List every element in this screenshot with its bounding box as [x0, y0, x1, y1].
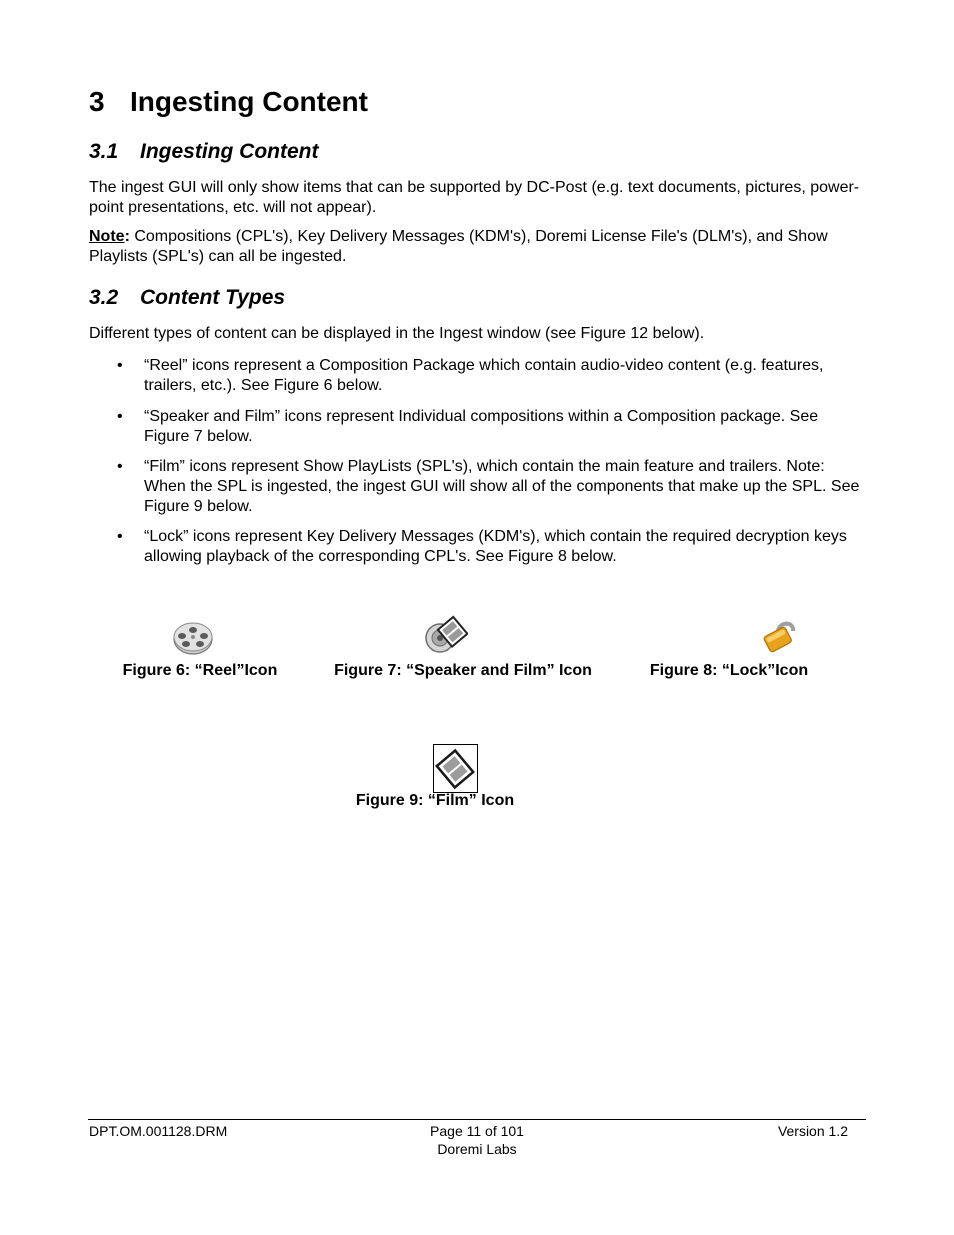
bullet-text-reel: “Reel” icons represent a Composition Package which contain audio-video content (e.g. features, trailers, etc.). See Figure 6 below. [144, 357, 824, 394]
lock-icon [760, 618, 800, 654]
section-3-2-title: Content Types [140, 286, 286, 309]
note-colon: : [124, 228, 130, 245]
note-label: Note [89, 228, 125, 245]
section-3-2-number: 3.2 [89, 286, 119, 309]
figure-6-caption: Figure 6: “Reel”Icon [122, 662, 278, 679]
footer-divider [88, 1119, 866, 1120]
reel-icon [172, 620, 214, 656]
footer-page-number: Page 11 of 101 [430, 1123, 524, 1139]
chapter-heading [89, 86, 368, 118]
figure-8-caption-wrap [634, 662, 824, 680]
note-text: Compositions (CPL's), Key Delivery Messages (KDM's), Doremi License File's (DLM's), and Show Playlists (SPL's) can all be ingested. [89, 228, 828, 265]
figure-7-caption-wrap [316, 662, 610, 680]
footer-center [377, 1122, 577, 1158]
figure-9-caption-wrap [330, 792, 540, 810]
section-3-2-heading [89, 286, 285, 310]
section-3-1-heading [89, 140, 318, 164]
bullet-text-lock: “Lock” icons represent Key Delivery Messages (KDM's), which contain the required decryption keys allowing playback of the corresponding CPL's. See Figure 8 below. [144, 528, 847, 565]
bullet-marker: • [117, 458, 123, 475]
figure-9-caption: Figure 9: “Film” Icon [355, 792, 515, 809]
note-paragraph [89, 227, 864, 267]
chapter-title: Ingesting Content [130, 86, 368, 117]
section-3-1-paragraph: The ingest GUI will only show items that can be supported by DC-Post (e.g. text documents, pictures, power-point presentations, etc. will not appear). [89, 179, 860, 216]
figure-7-caption: Figure 7: “Speaker and Film” Icon [334, 662, 592, 679]
film-icon [434, 745, 477, 792]
bullet-marker: • [117, 357, 123, 374]
bullet-text-film: “Film” icons represent Show PlayLists (SPL's), which contain the main feature and trailers. Note: When the SPL is ingested, the ingest GUI will show all of the components that make up the SPL. See Figure 9 below. [144, 458, 860, 515]
bullet-marker: • [117, 408, 123, 425]
section-3-2-paragraph: Different types of content can be displayed in the Ingest window (see Figure 12 below). [89, 325, 705, 342]
chapter-number: 3 [89, 86, 105, 117]
section-3-1-title: Ingesting Content [140, 140, 319, 163]
film-icon-frame [433, 744, 478, 793]
bullet-text-speaker-film: “Speaker and Film” icons represent Individual compositions within a Composition package. See Figure 7 below. [144, 408, 819, 445]
section-3-1-number: 3.1 [89, 140, 119, 163]
footer-doc-id: DPT.OM.001128.DRM [89, 1123, 228, 1139]
footer-company: Doremi Labs [437, 1141, 517, 1157]
figure-6-caption-wrap [100, 662, 300, 680]
speaker-film-icon [422, 613, 468, 657]
footer-version: Version 1.2 [777, 1123, 848, 1139]
figure-8-caption: Figure 8: “Lock”Icon [649, 662, 809, 679]
bullet-marker: • [117, 528, 123, 545]
